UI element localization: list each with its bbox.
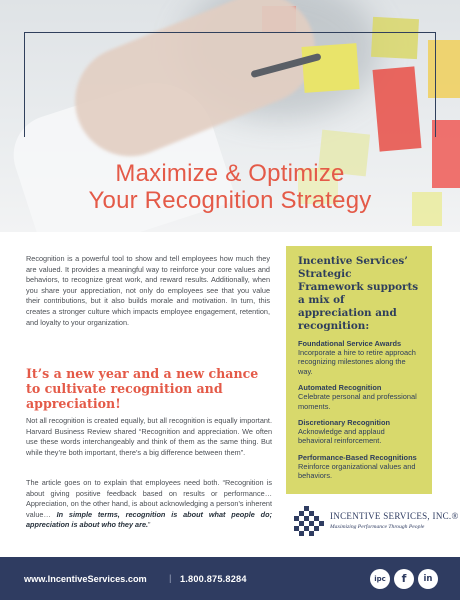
sidebar-item-description: Acknowledge and applaud behavioral reinforcement. xyxy=(298,427,385,446)
sidebar-item-description: Incorporate a hire to retire approach recognizing milestones along the way. xyxy=(298,348,416,376)
sidebar-item-description: Celebrate personal and professional moments. xyxy=(298,392,417,411)
logo-tagline: Maximizing Performance Through People xyxy=(330,524,425,530)
website-link[interactable]: www.IncentiveServices.com xyxy=(24,574,147,584)
sidebar-item-title: Performance-Based Recognitions xyxy=(298,452,417,462)
logo-company-name: INCENTIVE SERVICES, INC.® xyxy=(330,511,459,521)
sidebar-item xyxy=(298,339,420,376)
linkedin-icon[interactable]: in xyxy=(418,569,438,589)
sidebar-item-title: Foundational Service Awards xyxy=(298,339,402,348)
body-paragraph-1: Not all recognition is created equally, but all recognition is equally important. Harvard Business Review shared “Recognition and appreciation. We often use these words interchangeably and think of them as the same thing. But while they’re both important, there’s a big difference between them”. xyxy=(26,416,272,457)
sidebar-item-title: Discretionary Recognition xyxy=(298,418,390,428)
sidebar-item xyxy=(298,453,420,481)
body-paragraph-2-closing: ” xyxy=(148,520,151,530)
sidebar-item xyxy=(298,418,420,446)
strategic-framework-sidebar xyxy=(286,246,432,494)
footer-bar xyxy=(0,557,460,600)
hero-frame-line xyxy=(24,32,436,137)
sidebar-item-title: Automated Recognition xyxy=(298,383,382,393)
body-paragraph-2-text: The article goes on to explain that employees need both. “Recognition is about giving positive feedback based on results or performance… Appreciation, on the other hand, is about acknowledging a person’s inherent value… xyxy=(26,478,272,519)
sidebar-title: Incentive Services’ Strategic Framework supports a mix of appreciation and recognition: xyxy=(298,255,419,332)
section-heading: It’s a new year and a new chance to cultivate recognition and appreciation! xyxy=(26,366,259,411)
company-logo xyxy=(290,505,459,541)
phone-number[interactable]: 1.800.875.8284 xyxy=(180,574,247,584)
page-title-line2: Your Recognition Strategy xyxy=(88,187,372,214)
logo-mark-icon xyxy=(294,506,324,536)
page-title xyxy=(0,160,460,214)
page-title-line1: Maximize & Optimize xyxy=(115,160,345,187)
body-paragraph-2 xyxy=(26,478,272,531)
hero-image xyxy=(0,0,460,232)
facebook-icon[interactable]: f xyxy=(394,569,414,589)
footer-separator: | xyxy=(169,573,172,584)
body-paragraph-2-emphasis: In simple terms, recognition is about what people do; appreciation is about who they are. xyxy=(26,509,272,530)
intro-paragraph: Recognition is a powerful tool to show and tell employees how much they are valued. It provides a meaningful way to reinforce your core values and behaviors, to recognize great work, and reward results. Additionally, when you share your appreciation, not only do employees see that you value their contributions, but it also builds morale and motivation. In turn, this creates a stronger culture which impacts employee engagement, retention, and loyalty to your organization. xyxy=(26,254,270,327)
ipc-icon[interactable]: ipc xyxy=(370,569,390,589)
sidebar-item-description: Reinforce organizational values and behaviors. xyxy=(298,461,416,481)
sidebar-item xyxy=(298,383,420,411)
